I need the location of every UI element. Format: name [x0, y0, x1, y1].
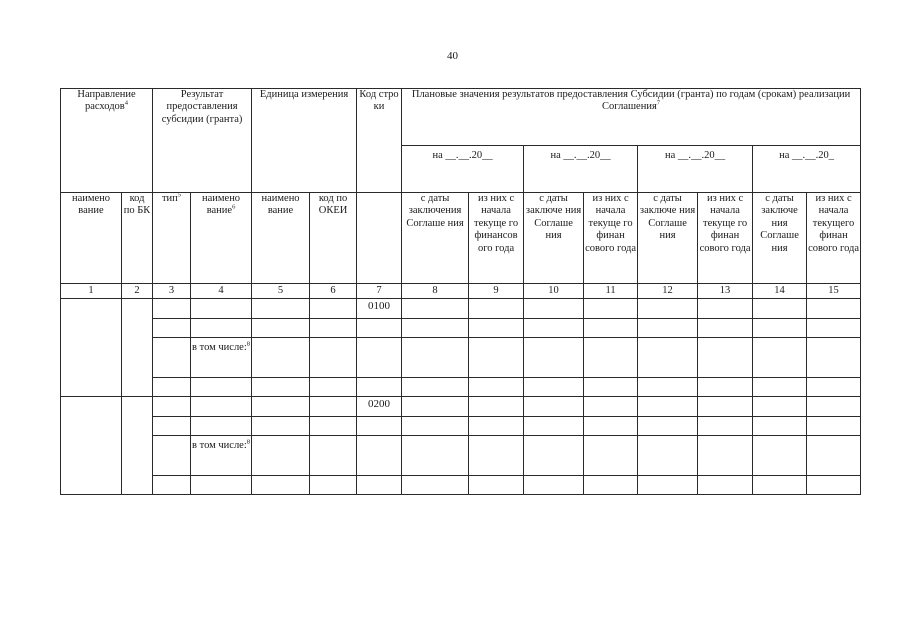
header-planned-values: Плановые значения результатов предоставления Субсидии (гранта) по годам (срокам) реализации Соглашения$^7$	[402, 89, 861, 146]
column-number: 4	[191, 284, 252, 299]
cell-bk-code	[122, 299, 153, 397]
cell	[524, 299, 584, 319]
subheader-year2-current: из них с начала текуще го финан сового года	[584, 193, 638, 284]
cell	[807, 417, 861, 436]
cell	[698, 476, 753, 495]
subheader-year1-total: с даты заключения Соглаше ния	[402, 193, 469, 284]
cell	[524, 476, 584, 495]
cell	[584, 319, 638, 338]
cell	[153, 436, 191, 476]
subheader-type: тип$^5$	[153, 193, 191, 284]
cell	[252, 417, 310, 436]
cell	[357, 378, 402, 397]
table-row	[61, 319, 861, 338]
column-number: 2	[122, 284, 153, 299]
cell	[357, 436, 402, 476]
cell	[310, 338, 357, 378]
cell	[310, 397, 357, 417]
column-number: 13	[698, 284, 753, 299]
cell	[357, 338, 402, 378]
cell	[191, 397, 252, 417]
cell	[469, 378, 524, 397]
cell	[357, 319, 402, 338]
cell	[638, 378, 698, 397]
cell	[638, 299, 698, 319]
table-row	[61, 299, 861, 319]
cell	[753, 299, 807, 319]
cell	[524, 417, 584, 436]
table-row	[61, 417, 861, 436]
cell	[153, 319, 191, 338]
cell	[638, 417, 698, 436]
cell	[698, 417, 753, 436]
subheader-year3-current: из них с начала текуще го финан сового года	[698, 193, 753, 284]
cell	[191, 319, 252, 338]
subheader-empty	[357, 193, 402, 284]
cell	[310, 299, 357, 319]
cell	[698, 436, 753, 476]
cell	[191, 299, 252, 319]
cell	[469, 338, 524, 378]
cell	[584, 417, 638, 436]
cell	[807, 319, 861, 338]
header-result: Результат предоставления субсидии (гранта)	[153, 89, 252, 193]
cell	[191, 378, 252, 397]
column-number: 6	[310, 284, 357, 299]
cell	[357, 476, 402, 495]
cell	[252, 397, 310, 417]
cell	[402, 338, 469, 378]
cell	[402, 378, 469, 397]
header-unit: Единица измерения	[252, 89, 357, 193]
column-number: 1	[61, 284, 122, 299]
subheader-year4-current: из них с начала текущего финан сового года	[807, 193, 861, 284]
column-number: 5	[252, 284, 310, 299]
cell	[753, 417, 807, 436]
header-direction: Направление расходов$^4$	[61, 89, 153, 193]
column-number: 11	[584, 284, 638, 299]
cell	[807, 378, 861, 397]
in-that-label: в том числе:$^8$	[191, 338, 252, 378]
subsidy-results-table	[60, 88, 861, 495]
subheader-year3-total: с даты заключе ния Соглаше ния	[638, 193, 698, 284]
table-row	[61, 397, 861, 417]
cell	[698, 338, 753, 378]
cell	[584, 436, 638, 476]
cell	[310, 378, 357, 397]
cell	[638, 476, 698, 495]
subheader-direction-name: наимено вание	[61, 193, 122, 284]
cell	[191, 417, 252, 436]
cell	[753, 319, 807, 338]
header-line-code: Код стро ки	[357, 89, 402, 193]
column-number: 14	[753, 284, 807, 299]
cell	[469, 417, 524, 436]
line-code-cell: 0200	[357, 397, 402, 417]
cell-bk-code	[122, 397, 153, 495]
subheader-year1-current: из них с начала текуще го финансов ого года	[469, 193, 524, 284]
column-number: 3	[153, 284, 191, 299]
cell	[469, 397, 524, 417]
cell	[698, 378, 753, 397]
cell	[698, 319, 753, 338]
cell	[357, 417, 402, 436]
cell	[753, 378, 807, 397]
cell	[402, 476, 469, 495]
cell	[153, 476, 191, 495]
cell	[584, 397, 638, 417]
column-number: 9	[469, 284, 524, 299]
cell	[753, 338, 807, 378]
cell-direction-name	[61, 299, 122, 397]
column-number: 12	[638, 284, 698, 299]
cell	[153, 417, 191, 436]
column-number: 8	[402, 284, 469, 299]
year-header-3: на __.__.20__	[638, 146, 753, 193]
year-header-4: на __.__.20_	[753, 146, 861, 193]
cell	[524, 397, 584, 417]
cell	[402, 436, 469, 476]
cell	[524, 436, 584, 476]
cell	[584, 378, 638, 397]
column-number: 15	[807, 284, 861, 299]
cell	[584, 299, 638, 319]
year-header-1: на __.__.20__	[402, 146, 524, 193]
cell	[402, 319, 469, 338]
cell	[252, 319, 310, 338]
column-number: 10	[524, 284, 584, 299]
cell	[310, 476, 357, 495]
subheader-result-name: наимено вание$^6$	[191, 193, 252, 284]
cell	[807, 338, 861, 378]
cell	[524, 338, 584, 378]
cell	[807, 299, 861, 319]
cell	[753, 397, 807, 417]
subheader-year2-total: с даты заключе ния Соглаше ния	[524, 193, 584, 284]
cell	[753, 436, 807, 476]
cell	[310, 436, 357, 476]
subheader-okei-code: код по ОКЕИ	[310, 193, 357, 284]
cell	[807, 476, 861, 495]
cell	[310, 417, 357, 436]
column-number: 7	[357, 284, 402, 299]
cell	[638, 397, 698, 417]
subheader-bk-code: код по БК	[122, 193, 153, 284]
cell	[698, 397, 753, 417]
page-number: 40	[447, 50, 458, 62]
cell	[252, 476, 310, 495]
cell	[584, 338, 638, 378]
cell	[469, 319, 524, 338]
table-row	[61, 378, 861, 397]
cell	[524, 378, 584, 397]
cell	[638, 436, 698, 476]
table-row	[61, 338, 861, 378]
table-row	[61, 476, 861, 495]
subheader-unit-name: наимено вание	[252, 193, 310, 284]
cell-direction-name	[61, 397, 122, 495]
cell	[698, 299, 753, 319]
cell	[584, 476, 638, 495]
cell	[153, 397, 191, 417]
in-that-label: в том числе:$^8$	[191, 436, 252, 476]
cell	[252, 299, 310, 319]
cell	[807, 397, 861, 417]
cell	[638, 338, 698, 378]
cell	[252, 338, 310, 378]
cell	[638, 319, 698, 338]
cell	[402, 299, 469, 319]
cell	[469, 299, 524, 319]
line-code-cell: 0100	[357, 299, 402, 319]
cell	[469, 476, 524, 495]
subheader-year4-total: с даты заключе ния Соглаше ния	[753, 193, 807, 284]
cell	[753, 476, 807, 495]
cell	[252, 436, 310, 476]
cell	[469, 436, 524, 476]
year-header-2: на __.__.20__	[524, 146, 638, 193]
cell	[310, 319, 357, 338]
cell	[252, 378, 310, 397]
cell	[153, 299, 191, 319]
cell	[807, 436, 861, 476]
cell	[402, 397, 469, 417]
cell	[153, 338, 191, 378]
cell	[524, 319, 584, 338]
cell	[402, 417, 469, 436]
table-row	[61, 436, 861, 476]
cell	[153, 378, 191, 397]
cell	[191, 476, 252, 495]
